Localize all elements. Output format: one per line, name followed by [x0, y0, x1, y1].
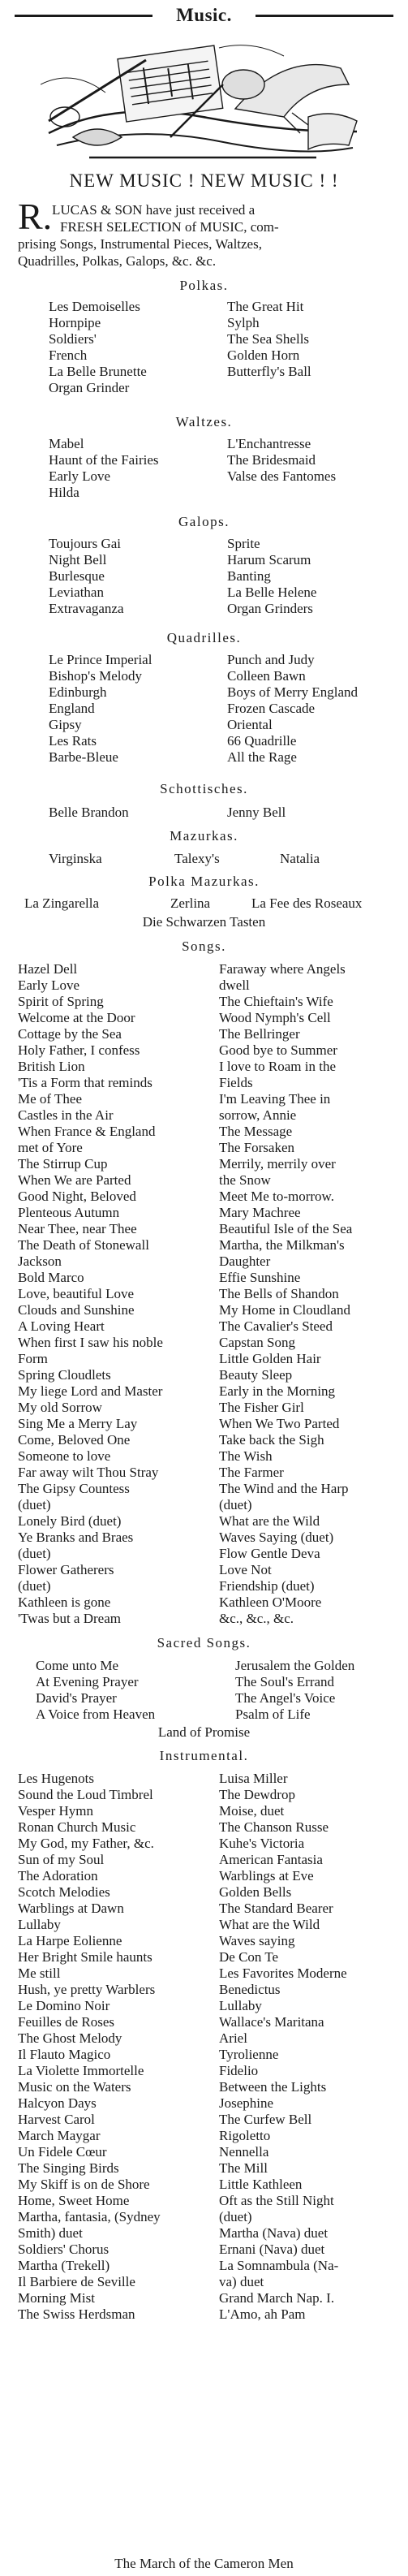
- songs-item: 'Twas but a Dream: [18, 1611, 121, 1626]
- songs-item: I'm Leaving Thee in: [219, 1091, 331, 1107]
- instrumental-item: De Con Te: [219, 1949, 279, 1965]
- instrumental-item: Her Bright Smile haunts: [18, 1949, 152, 1965]
- instrumental-item: Grand March Nap. I.: [219, 2290, 335, 2306]
- instrumental-item: Wallace's Maritana: [219, 2014, 324, 2030]
- songs-item: Martha, the Milkman's: [219, 1237, 345, 1253]
- songs-item: Meet Me to-morrow.: [219, 1189, 334, 1204]
- songs-item: Effie Sunshine: [219, 1270, 301, 1285]
- sacred-item: Land of Promise: [157, 1724, 251, 1740]
- instrumental-item: The Standard Bearer: [219, 1901, 333, 1916]
- songs-item: The Forsaken: [219, 1140, 295, 1155]
- mazurka-item: Virginska: [49, 851, 102, 866]
- instrumental-item: Ernani (Nava) duet: [219, 2242, 325, 2257]
- quadrilles-item: Barbe-Bleue: [49, 749, 118, 765]
- songs-item: What are the Wild: [219, 1513, 320, 1529]
- songs-item: The Message: [219, 1124, 293, 1139]
- songs-item: Near Thee, near Thee: [18, 1221, 137, 1236]
- songs-item: My Home in Cloudland: [219, 1302, 350, 1318]
- galops-item: Leviathan: [49, 585, 104, 600]
- songs-item: Love Not: [219, 1562, 272, 1577]
- songs-item: Daughter: [219, 1253, 271, 1269]
- songs-item: Lonely Bird (duet): [18, 1513, 122, 1529]
- instrumental-item: va) duet: [219, 2274, 264, 2289]
- instrumental-item: Oft as the Still Night: [219, 2193, 334, 2208]
- instrumental-item: Il Flauto Magico: [18, 2047, 111, 2062]
- songs-item: Someone to love: [18, 1448, 111, 1464]
- masthead-title: Music.: [176, 5, 232, 25]
- songs-item: The Bells of Shandon: [219, 1286, 339, 1301]
- mazurka-item: Natalia: [280, 851, 320, 866]
- section-title-galops: Galops.: [178, 514, 230, 529]
- instrumental-item: Martha (Trekell): [18, 2258, 110, 2273]
- songs-item: Flow Gentle Deva: [219, 1546, 320, 1561]
- songs-item: The Gipsy Countess: [18, 1481, 130, 1496]
- sacred-item: David's Prayer: [36, 1690, 117, 1706]
- sacred-item: The Soul's Errand: [235, 1674, 335, 1689]
- instrumental-item: Sun of my Soul: [18, 1852, 105, 1867]
- polkas-item: Sylph: [227, 315, 260, 330]
- quadrilles-item: Edinburgh: [49, 684, 107, 700]
- songs-item: Merrily, merrily over: [219, 1156, 336, 1171]
- intro-line: prising Songs, Instrumental Pieces, Waltzes,: [18, 236, 262, 252]
- instrumental-item: Martha, fantasia, (Sydney: [18, 2209, 161, 2224]
- songs-item: sorrow, Annie: [219, 1107, 297, 1123]
- instrumental-item: Fidelio: [219, 2063, 259, 2078]
- galops-item: Toujours Gai: [49, 536, 121, 551]
- songs-item: The Chieftain's Wife: [219, 994, 333, 1009]
- songs-item: (duet): [219, 1497, 252, 1512]
- galops-item: Organ Grinders: [227, 601, 313, 616]
- headline: NEW MUSIC ! NEW MUSIC ! !: [69, 170, 339, 191]
- instrumental-item: Il Barbiere de Seville: [18, 2274, 135, 2289]
- polkas-item: Butterfly's Ball: [227, 364, 311, 379]
- intro-line: LUCAS & SON have just received a: [52, 202, 256, 218]
- songs-item: The Farmer: [219, 1465, 284, 1480]
- instrumental-item: What are the Wild: [219, 1917, 320, 1932]
- songs-item: Flower Gatherers: [18, 1562, 114, 1577]
- instrumental-item: The Curfew Bell: [219, 2112, 312, 2127]
- quadrilles-item: Frozen Cascade: [227, 701, 316, 716]
- galops-item: Burlesque: [49, 568, 105, 584]
- instrumental-item: Lullaby: [18, 1917, 61, 1932]
- songs-item: Jackson: [18, 1253, 62, 1269]
- instrumental-item: Ronan Church Music: [18, 1819, 136, 1835]
- songs-item: Good Night, Beloved: [18, 1189, 136, 1204]
- polkas-item: Les Demoiselles: [49, 299, 140, 314]
- songs-item: Waves Saying (duet): [219, 1530, 334, 1545]
- section-title-polkas: Polkas.: [179, 278, 229, 293]
- instrumental-item: Benedictus: [219, 1982, 281, 1997]
- songs-item: British Lion: [18, 1059, 85, 1074]
- instrumental-item: The Adoration: [18, 1868, 98, 1883]
- waltzes-item: L'Enchantresse: [227, 436, 311, 451]
- songs-item: A Loving Heart: [18, 1318, 105, 1334]
- polkas-item: Organ Grinder: [49, 380, 130, 395]
- galops-item: Sprite: [227, 536, 260, 551]
- section-title-polka-mazurkas: Polka Mazurkas.: [148, 874, 260, 889]
- songs-item: Hazel Dell: [18, 961, 78, 977]
- songs-item: Early in the Morning: [219, 1383, 336, 1399]
- songs-item: Welcome at the Door: [18, 1010, 135, 1025]
- songs-item: Love, beautiful Love: [18, 1286, 135, 1301]
- instrumental-item: Tyrolienne: [219, 2047, 279, 2062]
- songs-item: The Bellringer: [219, 1026, 300, 1042]
- songs-item: 'Tis a Form that reminds: [18, 1075, 152, 1090]
- songs-item: Good bye to Summer: [219, 1042, 337, 1058]
- quadrilles-item: 66 Quadrille: [227, 733, 297, 749]
- polka-mazurka-item: La Fee des Roseaux: [251, 895, 363, 911]
- instrumental-item: My God, my Father, &c.: [18, 1836, 154, 1851]
- songs-item: Kathleen O'Moore: [219, 1594, 322, 1610]
- quadrilles-item: England: [49, 701, 95, 716]
- instrumental-item: Harvest Carol: [18, 2112, 95, 2127]
- section-title-waltzes: Waltzes.: [175, 414, 233, 429]
- polkas-item: The Sea Shells: [227, 331, 310, 347]
- quadrilles-item: Bishop's Melody: [49, 668, 142, 684]
- instrumental-item: Lullaby: [219, 1998, 262, 2013]
- dropcap: R.: [18, 196, 53, 237]
- polkas-item: La Belle Brunette: [49, 364, 147, 379]
- instrumental-item: Scotch Melodies: [18, 1884, 110, 1900]
- galops-item: La Belle Helene: [227, 585, 317, 600]
- songs-item: My liege Lord and Master: [18, 1383, 163, 1399]
- songs-item: Friendship (duet): [219, 1578, 315, 1594]
- galops-item: Night Bell: [49, 552, 107, 567]
- songs-item: the Snow: [219, 1172, 271, 1188]
- songs-item: The Wind and the Harp: [219, 1481, 349, 1496]
- songs-item: When first I saw his noble: [18, 1335, 163, 1350]
- instrumental-item: La Violette Immortelle: [18, 2063, 144, 2078]
- instrumental-item: March Maygar: [18, 2128, 101, 2143]
- quadrilles-item: Boys of Merry England: [227, 684, 359, 700]
- waltzes-item: Hilda: [49, 485, 79, 500]
- instrumental-item: Little Kathleen: [219, 2177, 303, 2192]
- songs-item: Wood Nymph's Cell: [219, 1010, 331, 1025]
- quadrilles-item: Colleen Bawn: [227, 668, 306, 684]
- instrumental-item: Smith) duet: [18, 2225, 83, 2241]
- section-title-instrumental: Instrumental.: [159, 1748, 249, 1763]
- songs-item: Little Golden Hair: [219, 1351, 321, 1366]
- songs-item: Holy Father, I confess: [18, 1042, 140, 1058]
- songs-item: Spring Cloudlets: [18, 1367, 111, 1383]
- songs-item: met of Yore: [18, 1140, 83, 1155]
- sacred-item: Psalm of Life: [235, 1707, 311, 1722]
- songs-item: dwell: [219, 977, 250, 993]
- instrumental-item: Moise, duet: [219, 1803, 285, 1819]
- mazurka-item: Talexy's: [174, 851, 220, 866]
- instrumental-item: Rigoletto: [219, 2128, 271, 2143]
- instrumental-item: The Dewdrop: [219, 1787, 295, 1802]
- sacred-item: At Evening Prayer: [36, 1674, 139, 1689]
- instrumental-item: Soldiers' Chorus: [18, 2242, 110, 2257]
- instrumental-item: La Harpe Eolienne: [18, 1933, 122, 1948]
- songs-item: I love to Roam in the: [219, 1059, 337, 1074]
- waltzes-item: Haunt of the Fairies: [49, 452, 159, 468]
- songs-item: The Stirrup Cup: [18, 1156, 108, 1171]
- polkas-item: French: [49, 347, 88, 363]
- polka-mazurka-item: La Zingarella: [24, 895, 100, 911]
- quadrilles-item: All the Rage: [227, 749, 297, 765]
- songs-item: Kathleen is gone: [18, 1594, 111, 1610]
- instrumental-item: Les Favorites Moderne: [219, 1965, 347, 1981]
- quadrilles-item: Gipsy: [49, 717, 82, 732]
- songs-item: Take back the Sigh: [219, 1432, 324, 1448]
- quadrilles-item: Oriental: [227, 717, 273, 732]
- songs-item: (duet): [18, 1578, 51, 1594]
- songs-item: Plenteous Autumn: [18, 1205, 120, 1220]
- intro-line: FRESH SELECTION of MUSIC, com-: [60, 219, 279, 235]
- songs-item: Bold Marco: [18, 1270, 84, 1285]
- sacred-item: A Voice from Heaven: [36, 1707, 156, 1722]
- waltzes-item: Valse des Fantomes: [227, 468, 337, 484]
- songs-item: When We are Parted: [18, 1172, 131, 1188]
- instrumental-item: Warblings at Dawn: [18, 1901, 124, 1916]
- instrumental-item: Golden Bells: [219, 1884, 292, 1900]
- schottisches-item: Jenny Bell: [227, 805, 286, 820]
- songs-item: The Fisher Girl: [219, 1400, 304, 1415]
- instrumental-item: La Somnambula (Na-: [219, 2258, 339, 2273]
- quadrilles-item: Le Prince Imperial: [49, 652, 152, 667]
- instrumental-item: Sound the Loud Timbrel: [18, 1787, 153, 1802]
- schottisches-item: Belle Brandon: [49, 805, 129, 820]
- instrumental-item: Kuhe's Victoria: [219, 1836, 305, 1851]
- songs-item: Castles in the Air: [18, 1107, 114, 1123]
- instrumental-item: Vesper Hymn: [18, 1803, 94, 1819]
- songs-item: Me of Thee: [18, 1091, 82, 1107]
- songs-item: When France & England: [18, 1124, 156, 1139]
- polkas-item: Soldiers': [49, 331, 97, 347]
- instrumental-item: The Swiss Herdsman: [18, 2306, 135, 2322]
- songs-item: Cottage by the Sea: [18, 1026, 122, 1042]
- songs-item: (duet): [18, 1546, 51, 1561]
- songs-item: (duet): [18, 1497, 51, 1512]
- instrumental-item: Waves saying: [219, 1933, 295, 1948]
- instrumental-item: Halcyon Days: [18, 2095, 97, 2111]
- waltzes-item: The Bridesmaid: [227, 452, 316, 468]
- songs-item: Capstan Song: [219, 1335, 295, 1350]
- instrumental-item: Hush, ye pretty Warblers: [18, 1982, 156, 1997]
- songs-item: Come, Beloved One: [18, 1432, 131, 1448]
- instrumental-item: American Fantasia: [219, 1852, 323, 1867]
- instrumental-item: Le Domino Noir: [18, 1998, 110, 2013]
- songs-item: Mary Machree: [219, 1205, 301, 1220]
- instrumental-item: The Ghost Melody: [18, 2030, 122, 2046]
- galops-item: Harum Scarum: [227, 552, 311, 567]
- instrumental-item: Morning Mist: [18, 2290, 95, 2306]
- sacred-item: Jerusalem the Golden: [235, 1658, 355, 1673]
- instrumental-item: The Chanson Russe: [219, 1819, 329, 1835]
- instrumental-item: Me still: [18, 1965, 61, 1981]
- instrumental-item: Warblings at Eve: [219, 1868, 314, 1883]
- section-title-mazurkas: Mazurkas.: [170, 828, 238, 844]
- songs-item: &c., &c., &c.: [219, 1611, 294, 1626]
- songs-item: My old Sorrow: [18, 1400, 102, 1415]
- songs-item: When We Two Parted: [219, 1416, 340, 1431]
- quadrilles-item: Les Rats: [49, 733, 97, 749]
- songs-item: The Cavalier's Steed: [219, 1318, 333, 1334]
- section-title-schottisches: Schottisches.: [160, 781, 248, 796]
- waltzes-item: Early Love: [49, 468, 110, 484]
- masthead-rule-right: [256, 15, 393, 17]
- songs-item: Beauty Sleep: [219, 1367, 293, 1383]
- sacred-item: Come unto Me: [36, 1658, 118, 1673]
- songs-item: Beautiful Isle of the Sea: [219, 1221, 353, 1236]
- songs-item: Clouds and Sunshine: [18, 1302, 135, 1318]
- instrumental-item: My Skiff is on de Shore: [18, 2177, 150, 2192]
- instrumental-item: Ariel: [219, 2030, 247, 2046]
- songs-item: Early Love: [18, 977, 79, 993]
- songs-item: Fields: [219, 1075, 253, 1090]
- instrumental-item: (duet): [219, 2209, 252, 2224]
- songs-item: Far away wilt Thou Stray: [18, 1465, 159, 1480]
- instrumental-item: Music on the Waters: [18, 2079, 131, 2095]
- intro-line: Quadrilles, Polkas, Galops, &c. &c.: [18, 253, 217, 269]
- songs-item: Sing Me a Merry Lay: [18, 1416, 138, 1431]
- instrumental-item: Between the Lights: [219, 2079, 327, 2095]
- instrumental-item: L'Amo, ah Pam: [219, 2306, 306, 2322]
- songs-item: Spirit of Spring: [18, 994, 104, 1009]
- waltzes-item: Mabel: [49, 436, 84, 451]
- galops-item: Extravaganza: [49, 601, 124, 616]
- polkas-item: Golden Horn: [227, 347, 300, 363]
- polka-mazurka-item: Zerlina: [170, 895, 211, 911]
- music-instruments-engraving: [41, 36, 365, 166]
- polkas-item: Hornpipe: [49, 315, 101, 330]
- instrumental-item: The March of the Cameron Men: [114, 2556, 294, 2571]
- songs-item: Ye Branks and Braes: [18, 1530, 134, 1545]
- section-title-quadrilles: Quadrilles.: [166, 630, 242, 645]
- polkas-item: The Great Hit: [227, 299, 304, 314]
- galops-item: Banting: [227, 568, 271, 584]
- masthead: [15, 5, 393, 26]
- sacred-item: The Angel's Voice: [235, 1690, 336, 1706]
- instrumental-item: Martha (Nava) duet: [219, 2225, 329, 2241]
- instrumental-item: Josephine: [219, 2095, 274, 2111]
- section-title-songs: Songs.: [182, 938, 226, 954]
- instrumental-item: Home, Sweet Home: [18, 2193, 130, 2208]
- songs-item: Faraway where Angels: [219, 961, 346, 977]
- polka-mazurka-item: Die Schwarzen Tasten: [142, 914, 266, 930]
- instrumental-item: Nennella: [219, 2144, 269, 2160]
- instrumental-item: Luisa Miller: [219, 1771, 288, 1786]
- instrumental-item: Un Fidele Cœur: [18, 2144, 107, 2160]
- instrumental-item: Feuilles de Roses: [18, 2014, 114, 2030]
- songs-item: The Death of Stonewall: [18, 1237, 149, 1253]
- instrumental-item: The Mill: [219, 2160, 268, 2176]
- instrumental-item: The Singing Birds: [18, 2160, 119, 2176]
- songs-item: Form: [18, 1351, 48, 1366]
- instrumental-item: Les Hugenots: [18, 1771, 94, 1786]
- section-title-sacred: Sacred Songs.: [157, 1635, 251, 1650]
- songs-item: The Wish: [219, 1448, 273, 1464]
- quadrilles-item: Punch and Judy: [227, 652, 315, 667]
